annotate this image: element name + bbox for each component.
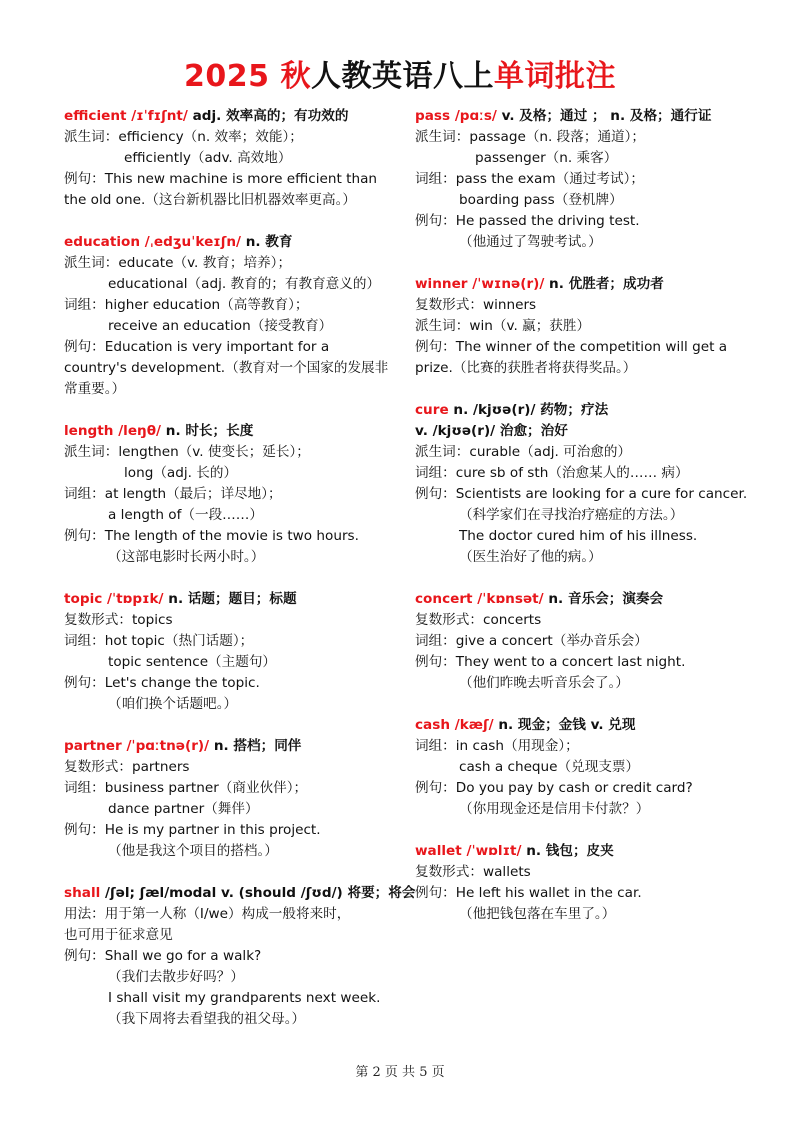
entry-line: 例句：Let's change the topic. <box>64 675 260 691</box>
entry-line: 例句：He is my partner in this project. <box>64 822 321 838</box>
entry-line: （他们昨晚去听音乐会了。） <box>459 675 629 691</box>
entry-line: 词组：cure sb of sth（治愈某人的…… 病） <box>415 465 689 481</box>
entry-line: 派生词：passage（n. 段落；通道）； <box>415 129 646 145</box>
entry-line: long（adj. 长的） <box>124 465 238 481</box>
headword: efficient /ɪˈfɪʃnt/ <box>64 108 188 124</box>
entry-line: （科学家们在寻找治疗癌症的方法。） <box>459 507 684 523</box>
part-of-speech: n. 现金；金钱 v. 兑现 <box>493 717 636 733</box>
part-of-speech: v. 及格；通过 ； n. 及格；通行证 <box>496 108 712 124</box>
entry-line: 也可用于征求意见 <box>64 927 173 943</box>
headword: wallet /ˈwɒlɪt/ <box>415 843 522 859</box>
part-of-speech: adj. 效率高的；有功效的 <box>187 108 349 124</box>
entry-line: 复数形式：winners <box>415 297 537 313</box>
headword-line <box>64 106 396 127</box>
entry-line: 例句：Scientists are looking for a cure for cancer. <box>415 486 748 502</box>
left-column <box>64 106 416 1030</box>
part-of-speech: n. 话题；题目；标题 <box>163 591 297 607</box>
part-of-speech: n. 钱包；皮夹 <box>521 843 614 859</box>
entry-line: 例句：This new machine is more efficient than the old one.（这台新机器比旧机器效率更高。） <box>64 171 378 208</box>
part-of-speech: n. 音乐会；演奏会 <box>543 591 664 607</box>
entry-line: 词组：give a concert（举办音乐会） <box>415 633 648 649</box>
entry-gap <box>415 379 745 400</box>
entry-line: The doctor cured him of his illness. <box>459 528 698 544</box>
entry-line: I shall visit my grandparents next week. <box>108 990 381 1006</box>
part-of-speech: n. 教育 <box>240 234 293 250</box>
entry-line: 例句：The length of the movie is two hours. <box>64 528 359 544</box>
headword-line <box>415 841 745 862</box>
part-of-speech: n. 搭档；同伴 <box>209 738 302 754</box>
headword-line <box>415 400 745 421</box>
title-year: 2025 秋 <box>184 59 311 94</box>
entry-line: 词组：hot topic（热门话题）； <box>64 633 254 649</box>
entry-line: （我们去散步好吗？） <box>108 969 244 985</box>
entry-line: （咱们换个话题吧。） <box>108 696 238 712</box>
entry-gap <box>415 820 745 841</box>
headword-line <box>415 274 745 295</box>
entry-line: 例句：He left his wallet in the car. <box>415 885 642 901</box>
entry-line: 例句：Shall we go for a walk? <box>64 948 262 964</box>
entry-line: a length of（一段……） <box>108 507 263 523</box>
entry-gap <box>415 694 745 715</box>
entry-line: 例句：Education is very important for a country's development.（教育对一个国家的发展非常重要。） <box>64 339 389 397</box>
title-subject: 人教英语八上 <box>310 59 494 94</box>
headword: winner /ˈwɪnə(r)/ <box>415 276 545 292</box>
entry-line: 复数形式：topics <box>64 612 173 628</box>
headword: education /ˌedʒuˈkeɪʃn/ <box>64 234 241 250</box>
entry-line: 词组：business partner（商业伙伴）； <box>64 780 308 796</box>
entry-line: 派生词：efficiency（n. 效率；效能）； <box>64 129 303 145</box>
entry-line: 复数形式：concerts <box>415 612 542 628</box>
headword: concert /ˈkɒnsət/ <box>415 591 544 607</box>
entry-line: 用法：用于第一人称（I/we）构成一般将来时， <box>64 906 351 922</box>
entry-gap <box>64 715 396 736</box>
headword-line <box>64 883 416 904</box>
headword-line <box>64 589 396 610</box>
entry-line: 例句：They went to a concert last night. <box>415 654 686 670</box>
entry-line: 派生词：curable（adj. 可治愈的） <box>415 444 632 460</box>
entry-line: passenger（n. 乘客） <box>475 150 618 166</box>
entry-line: （他通过了驾驶考试。） <box>459 234 602 250</box>
entry-line: （这部电影时长两小时。） <box>108 549 265 565</box>
headword-line <box>415 715 745 736</box>
entry-line: 词组：at length（最后；详尽地）； <box>64 486 282 502</box>
part-of-speech: /ʃəl; ʃæl/modal v. (should /ʃʊd/) 将要；将会 <box>100 885 416 901</box>
entry-line: educational（adj. 教育的；有教育意义的） <box>108 276 381 292</box>
entry-line: 派生词：lengthen（v. 使变长；延长）； <box>64 444 310 460</box>
part-of-speech: n. 优胜者；成功者 <box>544 276 664 292</box>
entry-line: （医生治好了他的病。） <box>459 549 602 565</box>
entry-line: 例句：Do you pay by cash or credit card? <box>415 780 693 796</box>
entry-line: （他是我这个项目的搭档。） <box>108 843 278 859</box>
entry-line: （他把钱包落在车里了。） <box>459 906 616 922</box>
headword: shall <box>64 885 101 901</box>
entry-line: （我下周将去看望我的祖父母。） <box>108 1011 306 1027</box>
headword-line <box>64 736 396 757</box>
entry-line: 派生词：win（v. 赢；获胜） <box>415 318 591 334</box>
headword: partner /ˈpɑːtnə(r)/ <box>64 738 210 754</box>
entry-line: efficiently（adv. 高效地） <box>124 150 292 166</box>
entry-line: 派生词：educate（v. 教育；培养）； <box>64 255 292 271</box>
entry-line: boarding pass（登机牌） <box>459 192 623 208</box>
page-title <box>0 56 800 98</box>
entry-line: 例句：The winner of the competition will get a prize.（比赛的获胜者将获得奖品。） <box>415 339 728 376</box>
headword-line <box>64 421 396 442</box>
entry-line: dance partner（舞伴） <box>108 801 259 817</box>
entry-line: 词组：higher education（高等教育）； <box>64 297 309 313</box>
headword-line <box>415 106 745 127</box>
entry-line: 复数形式：partners <box>64 759 190 775</box>
entry-line: cash a cheque（兑现支票） <box>459 759 640 775</box>
title-topic: 单词批注 <box>493 59 616 94</box>
entry-line: 词组：pass the exam（通过考试）； <box>415 171 644 187</box>
entry-gap <box>415 568 745 589</box>
entry-line: 词组：in cash（用现金）； <box>415 738 579 754</box>
right-column <box>415 106 748 925</box>
entry-gap <box>64 211 396 232</box>
headword: length /leŋθ/ <box>64 423 162 439</box>
entry-gap <box>64 862 396 883</box>
entry-line: v. /kjʊə(r)/ 治愈；治好 <box>415 423 568 439</box>
entry-line: 例句：He passed the driving test. <box>415 213 640 229</box>
entry-gap <box>415 253 745 274</box>
entry-gap <box>64 568 396 589</box>
part-of-speech: n. /kjʊə(r)/ 药物；疗法 <box>448 402 609 418</box>
headword: cure <box>415 402 449 418</box>
entry-line: 复数形式：wallets <box>415 864 531 880</box>
part-of-speech: n. 时长；长度 <box>161 423 254 439</box>
entry-gap <box>64 400 396 421</box>
entry-line: topic sentence（主题句） <box>108 654 277 670</box>
entry-line: （你用现金还是信用卡付款？） <box>459 801 650 817</box>
headword-line <box>415 589 745 610</box>
headword: topic /ˈtɒpɪk/ <box>64 591 164 607</box>
headword: cash /kæʃ/ <box>415 717 494 733</box>
headword-line <box>64 232 396 253</box>
entry-line: receive an education（接受教育） <box>108 318 333 334</box>
page-number: 第 2 页 共 5 页 <box>355 1065 445 1080</box>
headword: pass /pɑːs/ <box>415 108 497 124</box>
